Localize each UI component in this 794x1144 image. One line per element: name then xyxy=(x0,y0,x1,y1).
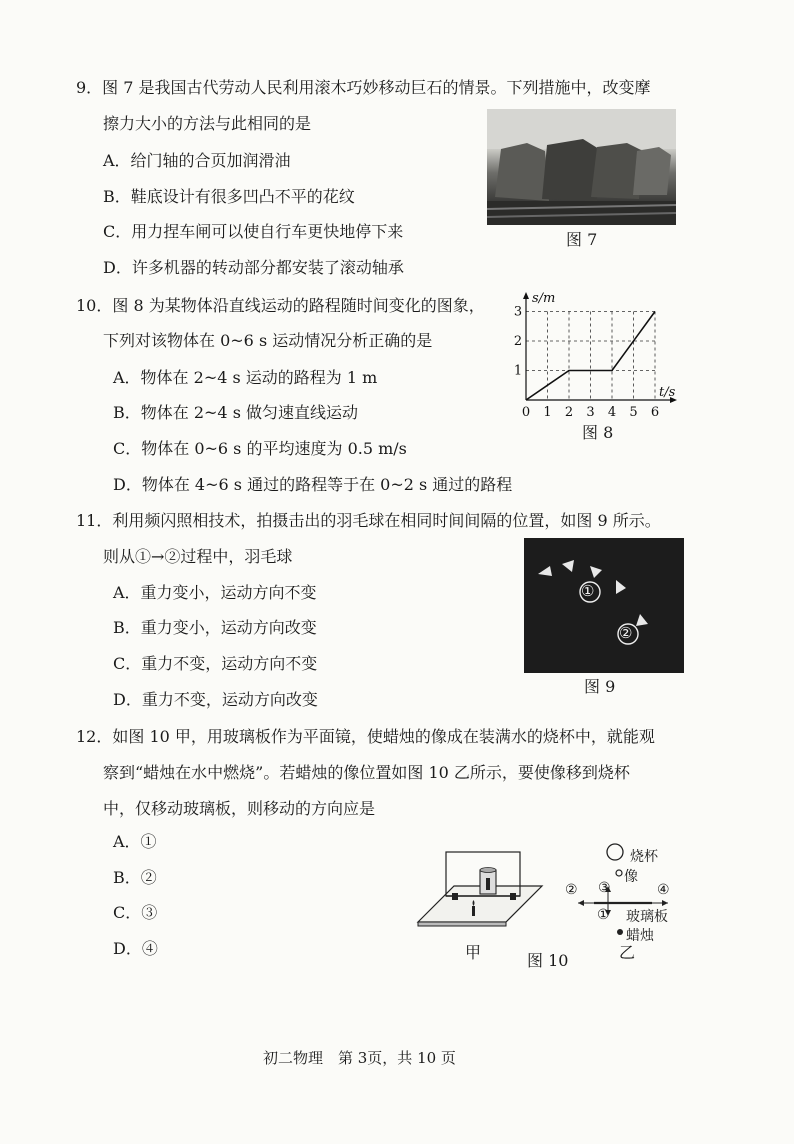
position-2-marker: ② xyxy=(619,624,633,642)
beaker-label: 烧杯 xyxy=(630,849,658,865)
x-tick-label: 5 xyxy=(629,405,638,420)
rolling-logs-stone-photo xyxy=(487,109,676,225)
figure-7-caption: 图 7 xyxy=(566,230,598,249)
q11-stem-line1: 11．利用频闪照相技术，拍摄击出的羽毛球在相同时间间隔的位置，如图 9 所示。 xyxy=(76,511,661,530)
x-tick-label: 1 xyxy=(543,405,552,420)
y-axis-arrow-icon xyxy=(523,292,529,299)
glass-plate-label: 玻璃板 xyxy=(626,909,668,925)
q10-option-d: D．物体在 4~6 s 通过的路程等于在 0~2 s 通过的路程 xyxy=(113,475,513,494)
page-footer: 初二物理 第 3页，共 10 页 xyxy=(263,1049,456,1067)
figure-10-caption: 图 10 xyxy=(527,951,569,970)
shuttlecock-icon xyxy=(616,580,626,594)
candle-label: 蜡烛 xyxy=(626,928,654,944)
x-tick-label: 3 xyxy=(586,405,595,420)
q12-option-d: D．④ xyxy=(113,939,158,958)
image-label: 像 xyxy=(624,869,638,885)
q11-option-a: A．重力变小，运动方向不变 xyxy=(113,583,317,602)
figure-8-caption: 图 8 xyxy=(582,423,614,442)
q9-stem-line1: 9．图 7 是我国古代劳动人民利用滚木巧妙移动巨石的情景。下列措施中，改变摩 xyxy=(76,78,651,97)
q9-option-b: B．鞋底设计有很多凹凸不平的花纹 xyxy=(103,187,355,206)
candle-dot-icon xyxy=(617,929,623,935)
q12-option-b: B．② xyxy=(113,868,157,887)
image-dot-icon xyxy=(616,870,622,876)
shuttlecock-icon xyxy=(538,566,552,576)
x-axis-label: t/s xyxy=(659,385,676,400)
q11-option-c: C．重力不变，运动方向不变 xyxy=(113,654,318,673)
shuttlecock-icon xyxy=(562,560,574,572)
q11-stem-line2: 则从①→②过程中，羽毛球 xyxy=(103,547,293,566)
q9-option-c: C．用力捏车闸可以使自行车更快地停下来 xyxy=(103,222,404,241)
q10-option-c: C．物体在 0~6 s 的平均速度为 0.5 m/s xyxy=(113,439,407,458)
figure-10-jia-label: 甲 xyxy=(465,943,482,962)
direction-3-label: ③ xyxy=(598,880,611,896)
q11-option-d: D．重力不变，运动方向改变 xyxy=(113,690,318,709)
q12-option-a: A．① xyxy=(113,832,157,851)
x-tick-label: 6 xyxy=(650,405,660,420)
q9-stem-line2: 擦力大小的方法与此相同的是 xyxy=(103,114,312,133)
direction-4-label: ④ xyxy=(657,882,670,898)
q12-option-c: C．③ xyxy=(113,903,158,922)
shuttlecock-strobe-photo xyxy=(524,538,684,673)
y-tick-label: 3 xyxy=(513,304,523,320)
distance-time-graph xyxy=(508,290,680,420)
figure-10-jia-apparatus xyxy=(414,848,546,928)
y-tick-label: 2 xyxy=(513,334,523,349)
position-1-marker: ① xyxy=(581,582,595,600)
y-axis-label: s/m xyxy=(532,291,556,306)
q10-stem-line2: 下列对该物体在 0~6 s 运动情况分析正确的是 xyxy=(103,331,433,350)
figure-10-yi-label: 乙 xyxy=(619,943,636,962)
direction-2-label: ② xyxy=(565,882,578,898)
q10-option-b: B．物体在 2~4 s 做匀速直线运动 xyxy=(113,403,358,422)
x-tick-label: 2 xyxy=(564,405,574,420)
q12-stem-line1: 12．如图 10 甲，用玻璃板作为平面镜，使蜡烛的像成在装满水的烧杯中，就能观 xyxy=(76,727,655,746)
beaker-icon xyxy=(607,844,623,860)
q9-option-a: A．给门轴的合页加润滑油 xyxy=(103,151,291,170)
q9-option-d: D．许多机器的转动部分都安装了滚动轴承 xyxy=(103,258,404,277)
q12-stem-line3: 中，仅移动玻璃板，则移动的方向应是 xyxy=(103,799,376,818)
q12-stem-line2: 察到“蜡烛在水中燃烧”。若蜡烛的像位置如图 10 乙所示，要使像移到烧杯 xyxy=(103,763,630,782)
q11-option-b: B．重力变小，运动方向改变 xyxy=(113,618,317,637)
x-tick-label: 0 xyxy=(521,405,531,420)
shuttlecock-icon xyxy=(636,614,648,626)
q10-option-a: A．物体在 2~4 s 运动的路程为 1 m xyxy=(113,368,378,387)
figure-9-caption: 图 9 xyxy=(584,677,616,696)
q10-stem-line1: 10．图 8 为某物体沿直线运动的路程随时间变化的图象， xyxy=(76,296,485,315)
x-tick-label: 4 xyxy=(607,405,617,420)
direction-1-label: ① xyxy=(597,907,610,923)
shuttlecock-icon xyxy=(590,566,602,578)
y-tick-label: 1 xyxy=(513,363,523,379)
